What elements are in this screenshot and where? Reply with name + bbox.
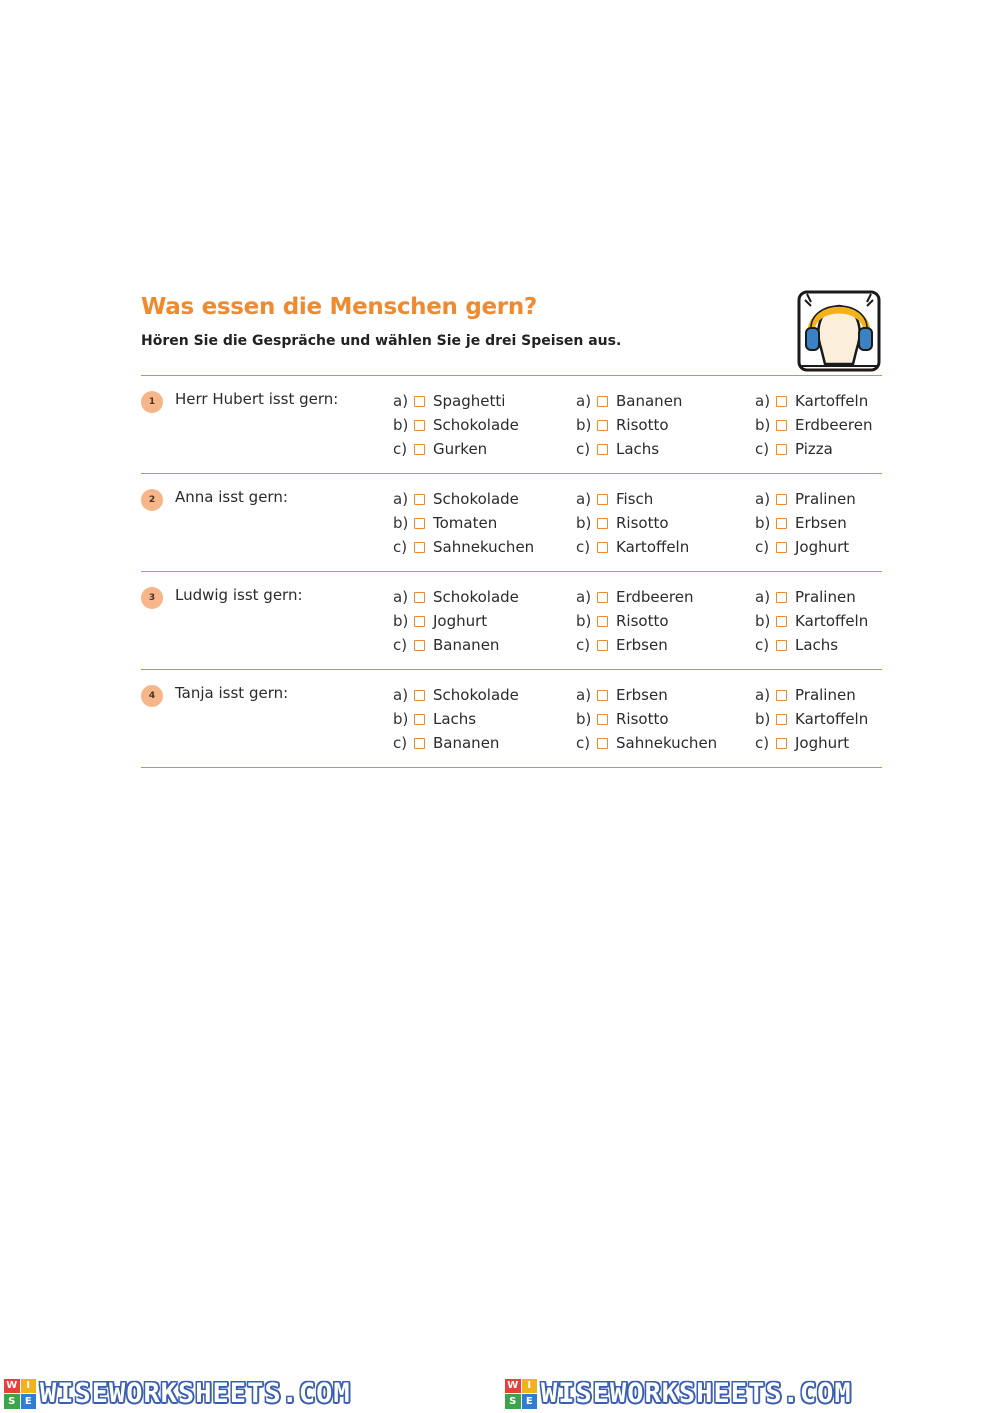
row-divider — [141, 767, 882, 768]
answer-option[interactable] — [393, 609, 573, 633]
watermark-logo: W I S E — [505, 1379, 537, 1409]
checkbox[interactable] — [414, 690, 425, 701]
option-letter: a) — [393, 686, 409, 704]
answer-option[interactable] — [755, 535, 935, 559]
food-label: Schokolade — [433, 416, 519, 434]
checkbox[interactable] — [597, 518, 608, 529]
person-label: Anna isst gern: — [175, 488, 288, 506]
option-letter: a) — [393, 392, 409, 410]
option-letter: b) — [755, 612, 771, 630]
answer-option[interactable] — [576, 707, 756, 731]
checkbox[interactable] — [776, 444, 787, 455]
checkbox[interactable] — [414, 542, 425, 553]
food-label: Lachs — [616, 440, 660, 458]
food-label: Pralinen — [795, 588, 856, 606]
item-number-badge: 2 — [141, 489, 163, 511]
answer-option[interactable] — [576, 487, 756, 511]
person-label: Ludwig isst gern: — [175, 586, 303, 604]
option-group — [755, 487, 935, 559]
answer-option[interactable] — [576, 413, 756, 437]
option-letter: a) — [576, 490, 592, 508]
row-divider — [141, 669, 882, 670]
answer-option[interactable] — [755, 511, 935, 535]
checkbox[interactable] — [776, 690, 787, 701]
food-label: Joghurt — [433, 612, 488, 630]
food-label: Lachs — [433, 710, 477, 728]
answer-option[interactable] — [755, 487, 935, 511]
option-letter: b) — [393, 710, 409, 728]
watermark — [4, 1378, 351, 1409]
option-letter: a) — [576, 686, 592, 704]
answer-option[interactable] — [576, 609, 756, 633]
checkbox[interactable] — [597, 444, 608, 455]
checkbox[interactable] — [776, 420, 787, 431]
food-label: Bananen — [616, 392, 683, 410]
option-group — [393, 487, 573, 559]
row-divider — [141, 571, 882, 572]
watermark — [505, 1378, 852, 1409]
food-label: Joghurt — [795, 538, 850, 556]
option-letter: b) — [393, 612, 409, 630]
checkbox[interactable] — [414, 616, 425, 627]
option-letter: b) — [393, 514, 409, 532]
divider-top — [141, 375, 882, 376]
option-letter: a) — [755, 588, 771, 606]
option-letter: c) — [755, 636, 770, 654]
answer-option[interactable] — [393, 511, 573, 535]
checkbox[interactable] — [414, 420, 425, 431]
option-group — [576, 487, 756, 559]
food-label: Erbsen — [616, 636, 668, 654]
answer-option[interactable] — [755, 707, 935, 731]
food-label: Fisch — [616, 490, 654, 508]
food-label: Gurken — [433, 440, 488, 458]
food-label: Kartoffeln — [795, 612, 869, 630]
food-label: Lachs — [795, 636, 839, 654]
answer-option[interactable] — [755, 633, 935, 657]
checkbox[interactable] — [414, 640, 425, 651]
food-label: Tomaten — [433, 514, 498, 532]
food-label: Schokolade — [433, 588, 519, 606]
answer-option[interactable] — [755, 585, 935, 609]
answer-option[interactable] — [576, 633, 756, 657]
food-label: Sahnekuchen — [616, 734, 718, 752]
food-label: Erbsen — [616, 686, 668, 704]
person-label: Tanja isst gern: — [175, 684, 289, 702]
checkbox[interactable] — [414, 714, 425, 725]
checkbox[interactable] — [597, 640, 608, 651]
option-group — [393, 683, 573, 755]
option-letter: c) — [393, 440, 408, 458]
option-group — [576, 585, 756, 657]
option-letter: c) — [755, 440, 770, 458]
option-group — [576, 683, 756, 755]
answer-option[interactable] — [576, 731, 756, 755]
option-letter: c) — [576, 538, 591, 556]
food-label: Joghurt — [795, 734, 850, 752]
checkbox[interactable] — [597, 494, 608, 505]
food-label: Erdbeeren — [616, 588, 694, 606]
option-group — [755, 585, 935, 657]
food-label: Pralinen — [795, 490, 856, 508]
answer-option[interactable] — [393, 487, 573, 511]
watermark-text: WISEWORKSHEETS.COM — [40, 1378, 351, 1409]
food-label: Pizza — [795, 440, 833, 458]
answer-option[interactable] — [393, 389, 573, 413]
food-label: Pralinen — [795, 686, 856, 704]
food-label: Bananen — [433, 636, 500, 654]
answer-option[interactable] — [755, 683, 935, 707]
watermark-logo: W I S E — [4, 1379, 36, 1409]
answer-option[interactable] — [393, 585, 573, 609]
checkbox[interactable] — [776, 640, 787, 651]
option-letter: b) — [576, 710, 592, 728]
option-letter: b) — [576, 612, 592, 630]
food-label: Erdbeeren — [795, 416, 873, 434]
checkbox[interactable] — [776, 714, 787, 725]
watermark-footer — [0, 1376, 1000, 1413]
page-title: Was essen die Menschen gern? — [141, 294, 537, 320]
option-letter: b) — [755, 514, 771, 532]
item-number-badge: 4 — [141, 685, 163, 707]
food-label: Risotto — [616, 416, 669, 434]
answer-option[interactable] — [393, 731, 573, 755]
checkbox[interactable] — [597, 592, 608, 603]
checkbox[interactable] — [776, 396, 787, 407]
checkbox[interactable] — [776, 494, 787, 505]
option-letter: a) — [393, 490, 409, 508]
watermark-text: WISEWORKSHEETS.COM — [541, 1378, 852, 1409]
option-letter: b) — [755, 416, 771, 434]
checkbox[interactable] — [597, 420, 608, 431]
option-letter: c) — [576, 440, 591, 458]
item-number-badge: 1 — [141, 391, 163, 413]
option-letter: c) — [755, 734, 770, 752]
answer-option[interactable] — [576, 683, 756, 707]
option-letter: c) — [576, 636, 591, 654]
checkbox[interactable] — [414, 518, 425, 529]
food-label: Kartoffeln — [795, 710, 869, 728]
checkbox[interactable] — [414, 494, 425, 505]
checkbox[interactable] — [776, 738, 787, 749]
checkbox[interactable] — [597, 542, 608, 553]
answer-option[interactable] — [755, 437, 935, 461]
option-letter: b) — [576, 416, 592, 434]
answer-option[interactable] — [393, 413, 573, 437]
option-letter: c) — [576, 734, 591, 752]
checkbox[interactable] — [597, 690, 608, 701]
answer-option[interactable] — [393, 633, 573, 657]
checkbox[interactable] — [597, 714, 608, 725]
answer-option[interactable] — [755, 731, 935, 755]
answer-option[interactable] — [576, 535, 756, 559]
food-label: Bananen — [433, 734, 500, 752]
instructions: Hören Sie die Gespräche und wählen Sie je drei Speisen aus. — [141, 333, 622, 349]
answer-option[interactable] — [576, 511, 756, 535]
food-label: Kartoffeln — [616, 538, 690, 556]
food-label: Sahnekuchen — [433, 538, 535, 556]
option-letter: c) — [755, 538, 770, 556]
answer-option[interactable] — [576, 389, 756, 413]
headphones-listening-icon — [797, 290, 881, 372]
answer-option[interactable] — [576, 437, 756, 461]
checkbox[interactable] — [597, 738, 608, 749]
food-label: Risotto — [616, 612, 669, 630]
item-number-badge: 3 — [141, 587, 163, 609]
answer-option[interactable] — [393, 707, 573, 731]
row-divider — [141, 473, 882, 474]
food-label: Schokolade — [433, 490, 519, 508]
checkbox[interactable] — [414, 444, 425, 455]
food-label: Schokolade — [433, 686, 519, 704]
option-letter: a) — [755, 392, 771, 410]
checkbox[interactable] — [414, 738, 425, 749]
option-letter: a) — [755, 490, 771, 508]
checkbox[interactable] — [776, 542, 787, 553]
option-letter: b) — [393, 416, 409, 434]
food-label: Kartoffeln — [795, 392, 869, 410]
option-letter: a) — [576, 588, 592, 606]
option-letter: b) — [576, 514, 592, 532]
option-letter: c) — [393, 734, 408, 752]
option-letter: a) — [755, 686, 771, 704]
checkbox[interactable] — [597, 616, 608, 627]
answer-option[interactable] — [755, 609, 935, 633]
food-label: Erbsen — [795, 514, 847, 532]
answer-option[interactable] — [393, 535, 573, 559]
option-group — [755, 389, 935, 461]
answer-option[interactable] — [755, 389, 935, 413]
option-letter: a) — [393, 588, 409, 606]
checkbox[interactable] — [776, 518, 787, 529]
answer-option[interactable] — [576, 585, 756, 609]
option-group — [755, 683, 935, 755]
option-group — [393, 585, 573, 657]
checkbox[interactable] — [776, 592, 787, 603]
option-letter: c) — [393, 636, 408, 654]
food-label: Risotto — [616, 710, 669, 728]
option-letter: a) — [576, 392, 592, 410]
checkbox[interactable] — [414, 396, 425, 407]
option-group — [576, 389, 756, 461]
option-group — [393, 389, 573, 461]
answer-option[interactable] — [393, 437, 573, 461]
answer-option[interactable] — [755, 413, 935, 437]
option-letter: b) — [755, 710, 771, 728]
checkbox[interactable] — [597, 396, 608, 407]
answer-option[interactable] — [393, 683, 573, 707]
option-letter: c) — [393, 538, 408, 556]
checkbox[interactable] — [414, 592, 425, 603]
food-label: Risotto — [616, 514, 669, 532]
food-label: Spaghetti — [433, 392, 506, 410]
person-label: Herr Hubert isst gern: — [175, 390, 339, 408]
checkbox[interactable] — [776, 616, 787, 627]
